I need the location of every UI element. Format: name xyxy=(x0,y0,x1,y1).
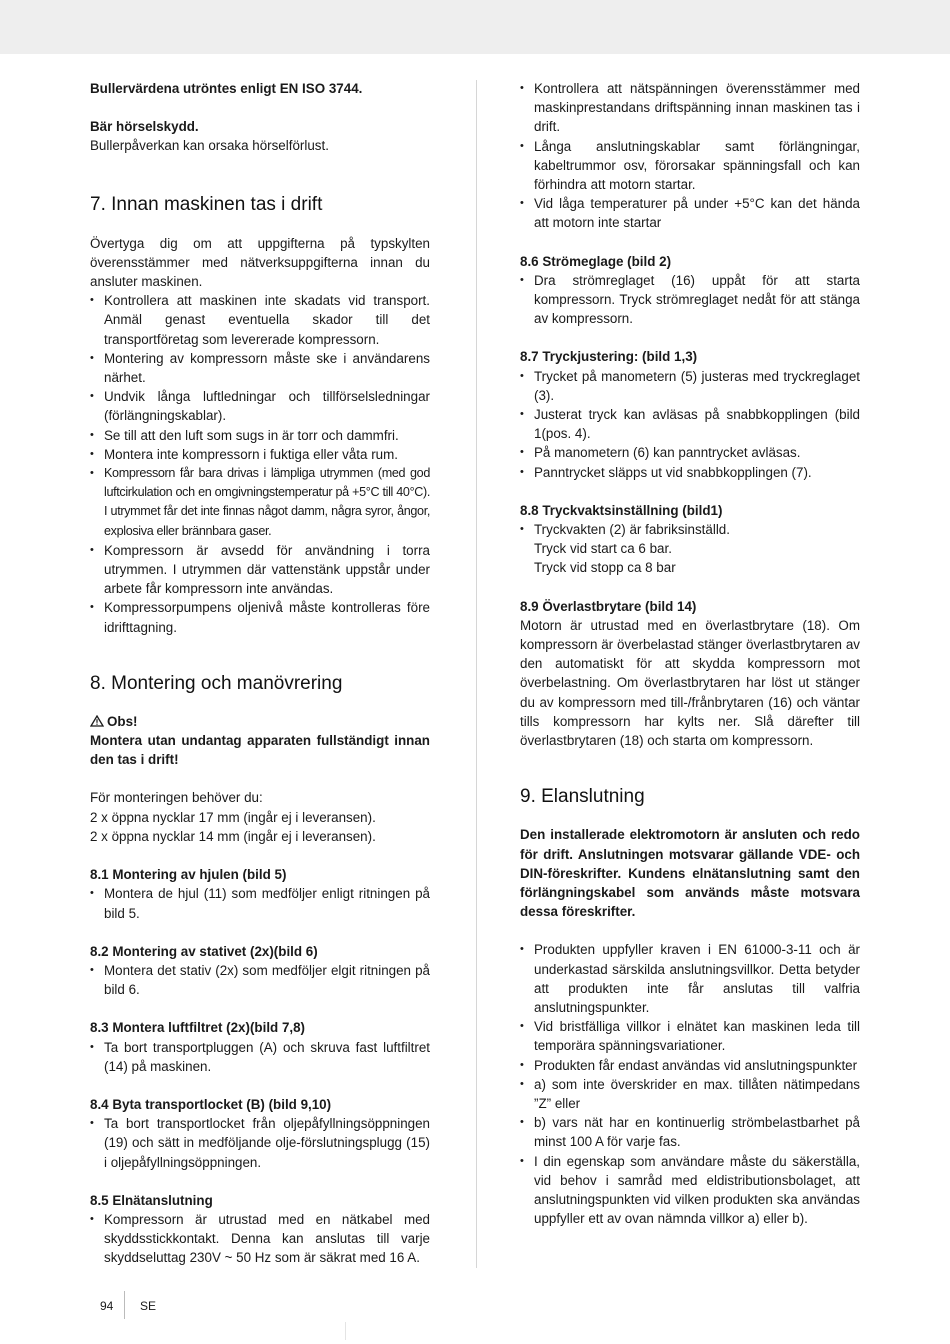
section-8-2-title: 8.2 Montering av stativet (2x)(bild 6) xyxy=(90,943,318,959)
list-item: • Produkten uppfyller kraven i EN 61000-3-11 och är underkastad särskilda anslutningsvillkor. Detta betyder att produkten inte får anslutas till valfria anslutningspunkter. xyxy=(520,940,860,1017)
start-pressure-line: Tryck vid start ca 6 bar. xyxy=(534,541,672,557)
list-item: • Vid låga temperaturer på under +5°C kan det hända att motorn inte startar xyxy=(520,194,860,232)
obs-text: Montera utan undantag apparaten fullständigt innan den tas i drift! xyxy=(90,733,430,768)
section-8-9-text: Motorn är utrustad med en överlastbrytare (18). Om kompressorn är överbelastad stänger överlastbrytaren av den automatiskt för att skydda kompressorn mot överbelastning. Om överlastbrytaren har löst ut stänger du av kompressorn med till-/frånbrytaren (16) och väntar tills kompressorn har kylts ner. Slå därefter till överlastbrytaren (18) och starta om kompressorn. xyxy=(520,617,860,749)
list-item: • Kompressorn är avsedd för användning i torra utrymmen. I utrymmen där vattenstänk uppstår under arbete får kompressorn inte användas. xyxy=(90,541,430,599)
list-item: • Tryckvakten (2) är fabriksinställd. xyxy=(520,520,860,539)
section-7-intro: Övertyga dig om att uppgifterna på typskylten överensstämmer med nätverksuppgifterna innan du ansluter maskinen. xyxy=(90,235,430,290)
section-8-title: 8. Montering och manövrering xyxy=(90,672,343,694)
list-item: • Kompressorpumpens oljenivå måste kontrolleras före idrifttagning. xyxy=(90,598,430,636)
section-8-8-list xyxy=(520,520,860,539)
tool-line: 2 x öppna nycklar 14 mm (ingår ej i leveransen). xyxy=(90,828,376,844)
right-column xyxy=(520,79,860,1228)
section-8-7-title: 8.7 Tryckjustering: (bild 1,3) xyxy=(520,349,698,365)
list-item: • Montera inte kompressorn i fuktiga eller våta rum. xyxy=(90,445,430,464)
column-divider xyxy=(476,80,477,1268)
section-8-1-title: 8.1 Montering av hjulen (bild 5) xyxy=(90,867,287,883)
list-item: • a) som inte överskrider en max. tillåten nätimpedans ”Z” eller xyxy=(520,1075,860,1113)
list-item: • Kompressorn är utrustad med en nätkabel med skyddsstickkontakt. Denna kan anslutas till varje skyddseluttag 230V ~ 50 Hz som är säkrat med 16 A. xyxy=(90,1210,430,1268)
noise-line: Bullervärdena utröntes enligt EN ISO 3744. xyxy=(90,81,363,96)
list-item: • Undvik långa luftledningar och tillförselsledningar (förlängningskablar). xyxy=(90,387,430,425)
list-item: • Montering av kompressorn måste ske i användarens närhet. xyxy=(90,349,430,387)
list-item: • Kontrollera att nätspänningen överensstämmer med maskinprestandans driftspänning innan maskinen tas i drift. xyxy=(520,79,860,137)
warning-icon xyxy=(90,715,104,727)
list-item: • Justerat tryck kan avläsas på snabbkopplingen (bild 1(pos. 4). xyxy=(520,405,860,443)
list-item: • b) vars nät har en kontinuerlig strömbelastbarhet på minst 100 A för varje fas. xyxy=(520,1113,860,1151)
section-8-9-title: 8.9 Överlastbrytare (bild 14) xyxy=(520,598,697,614)
list-item: • Montera de hjul (11) som medföljer enligt ritningen på bild 5. xyxy=(90,884,430,922)
tool-line: 2 x öppna nycklar 17 mm (ingår ej i leveransen). xyxy=(90,809,376,825)
list-item: • På manometern (6) kan panntrycket avläsas. xyxy=(520,443,860,462)
section-8-5-title: 8.5 Elnätanslutning xyxy=(90,1192,213,1208)
left-column xyxy=(90,79,430,1268)
section-7-list xyxy=(90,291,430,637)
list-item: • Panntrycket släpps ut vid snabbkopplingen (7). xyxy=(520,463,860,482)
language-code: SE xyxy=(140,1299,157,1313)
list-item: • Kompressorn får bara drivas i lämpliga utrymmen (med god luftcirkulation och en omgivningstemperatur på +5°C till 40°C). I utrymmet får det inte finnas något damm, några syror, ångor, explosiva eller brännbara gaser. xyxy=(90,464,430,541)
list-item: • Se till att den luft som sugs in är torr och dammfri. xyxy=(90,426,430,445)
top-header-band xyxy=(0,0,950,54)
footer-separator xyxy=(124,1291,125,1319)
list-item: • Kontrollera att maskinen inte skadats vid transport. Anmäl genast eventuella skador till det transportföretag som levererade kompressorn. xyxy=(90,291,430,349)
list-item: • Trycket på manometern (5) justeras med tryckreglaget (3). xyxy=(520,367,860,405)
stop-pressure-line: Tryck vid stopp ca 8 bar xyxy=(534,560,676,576)
section-8-7-list xyxy=(520,367,860,482)
hearing-title: Bär hörselskydd. xyxy=(90,119,199,135)
list-item: • Ta bort transportlocket från oljepåfyllningsöppningen (19) och sätt in medföljande olje-förslutningsplugg (15) i oljepåfyllningsöppningen. xyxy=(90,1114,430,1172)
page-number: 94 xyxy=(100,1299,114,1313)
obs-heading xyxy=(90,712,430,731)
section-8-6-list xyxy=(520,271,860,329)
list-item: • Ta bort transportpluggen (A) och skruva fast luftfiltret (14) på maskinen. xyxy=(90,1038,430,1076)
section-9-list xyxy=(520,940,860,1228)
section-8-1-list xyxy=(90,884,430,922)
voltage-list xyxy=(520,79,860,233)
list-item: • Långa anslutningskablar samt förlängningar, kabeltrummor osv, förorsakar spänningsfall och kan förhindra att motorn startar. xyxy=(520,137,860,195)
list-item: • I din egenskap som användare måste du säkerställa, vid behov i samråd med eldistributionsbolaget, att anslutningspunkten vid vilken produkten ska användas uppfyller ett av ovan nämnda villkor a) eller b). xyxy=(520,1152,860,1229)
section-8-2-list xyxy=(90,961,430,999)
section-8-6-title: 8.6 Strömeglage (bild 2) xyxy=(520,253,672,269)
section-8-3-list xyxy=(90,1038,430,1076)
hearing-text: Bullerpåverkan kan orsaka hörselförlust. xyxy=(90,138,329,154)
section-8-8-title: 8.8 Tryckvaktsinställning (bild1) xyxy=(520,502,723,518)
obs-label: Obs! xyxy=(107,713,138,729)
section-9-title: 9. Elanslutning xyxy=(520,786,645,808)
section-8-4-title: 8.4 Byta transportlocket (B) (bild 9,10) xyxy=(90,1096,332,1112)
section-8-5-list xyxy=(90,1210,430,1268)
tools-intro: För monteringen behöver du: xyxy=(90,790,263,806)
section-7-title: 7. Innan maskinen tas i drift xyxy=(90,193,323,215)
bottom-tick-mark xyxy=(345,1322,346,1340)
list-item: • Dra strömreglaget (16) uppåt för att starta kompressorn. Tryck strömreglaget nedåt för att stänga av kompressorn. xyxy=(520,271,860,329)
section-8-4-list xyxy=(90,1114,430,1172)
section-8-3-title: 8.3 Montera luftfiltret (2x)(bild 7,8) xyxy=(90,1020,306,1036)
list-item: • Montera det stativ (2x) som medföljer elgit ritningen på bild 6. xyxy=(90,961,430,999)
list-item: • Produkten får endast användas vid anslutningspunkter xyxy=(520,1056,860,1075)
section-9-bold-text: Den installerade elektromotorn är ansluten och redo för drift. Anslutningen motsvarar gällande VDE- och DIN-föreskrifter. Kundens elnätanslutning samt den förlängningskabel som används måste motsvara dessa föreskrifter. xyxy=(520,827,860,920)
list-item: • Vid bristfälliga villkor i elnätet kan maskinen leda till temporära spänningsvariationer. xyxy=(520,1017,860,1055)
